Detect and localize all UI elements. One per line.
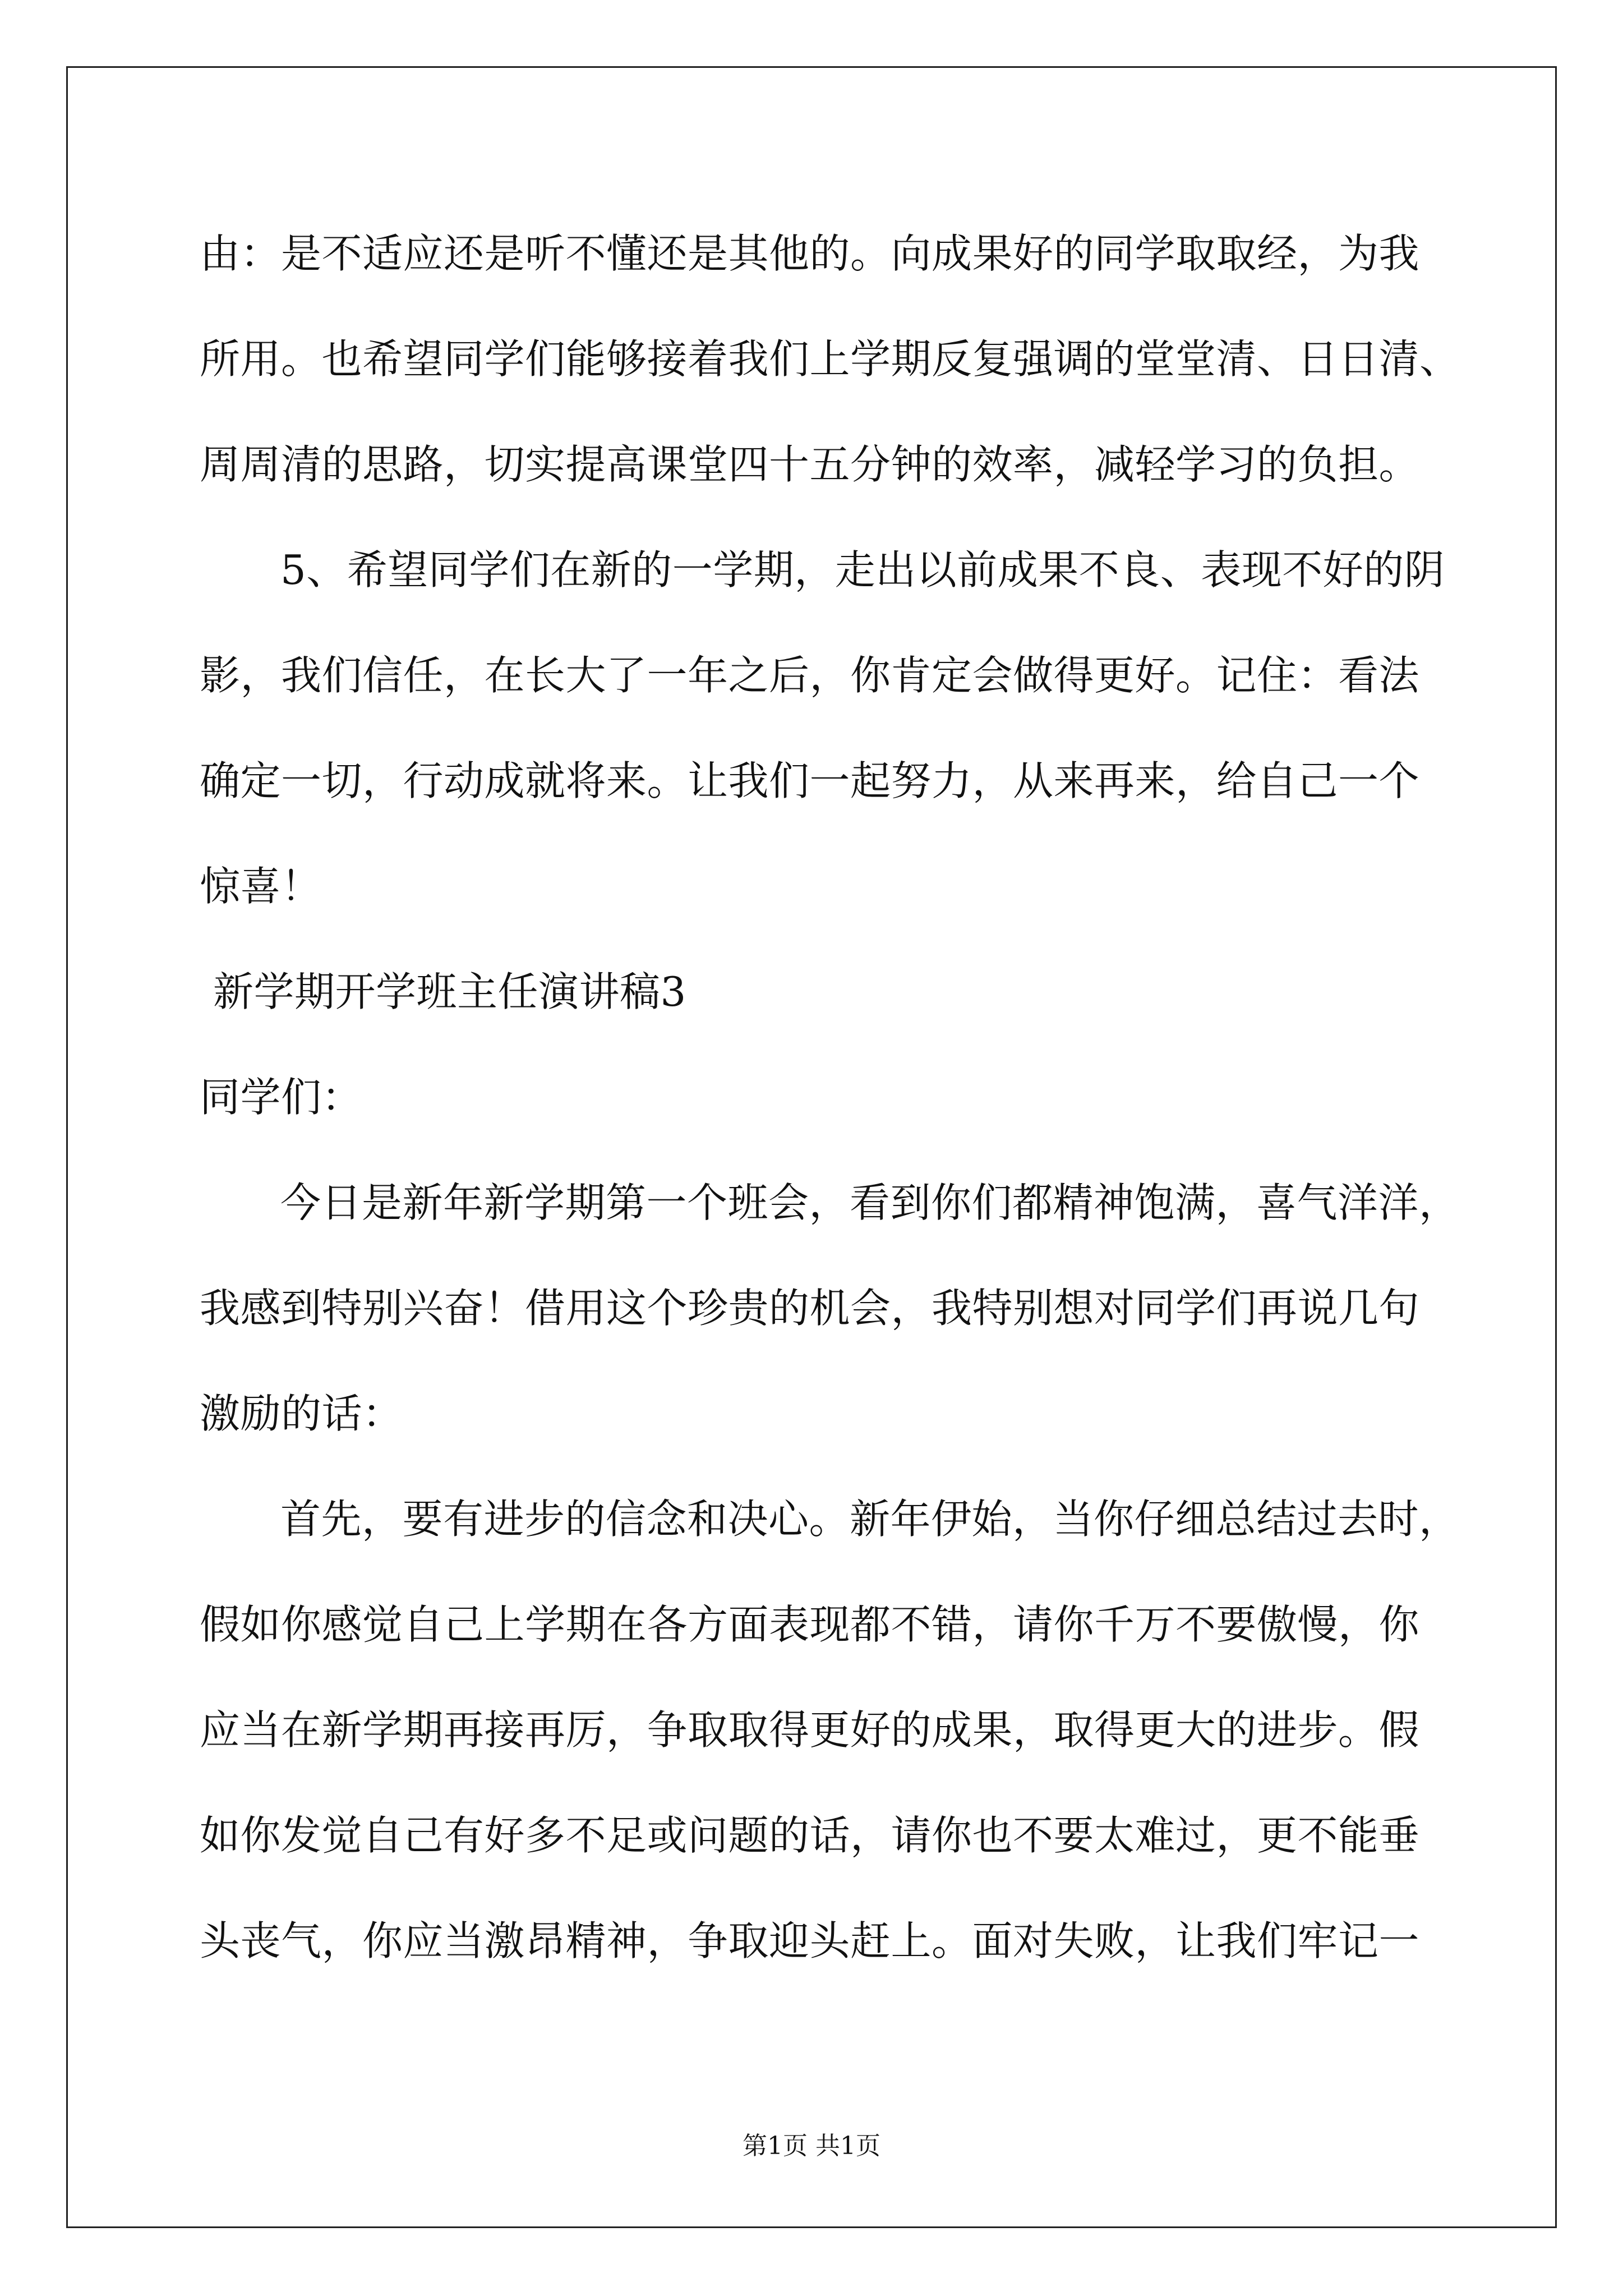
body-line-15: 应当在新学期再接再厉，争取取得更好的成果，取得更大的进步。假 xyxy=(200,1706,1420,1754)
body-line-11: 我感到特别兴奋！借用这个珍贵的机会，我特别想对同学们再说几句 xyxy=(200,1285,1420,1332)
body-line-5: 影，我们信任，在长大了一年之后，你肯定会做得更好。记住：看法 xyxy=(200,652,1420,699)
body-line-2: 所用。也希望同学们能够接着我们上学期反复强调的堂堂清、日日清、 xyxy=(200,335,1460,383)
page-frame xyxy=(66,66,1557,2228)
body-line-14: 假如你感觉自己上学期在各方面表现都不错，请你千万不要傲慢，你 xyxy=(200,1601,1420,1648)
section-heading: 新学期开学班主任演讲稿3 xyxy=(213,968,686,1015)
body-line-17: 头丧气，你应当激昂精神，争取迎头赶上。面对失败，让我们牢记一 xyxy=(200,1917,1420,1964)
salutation: 同学们： xyxy=(200,1074,363,1121)
body-line-13: 首先，要有进步的信念和决心。新年伊始，当你仔细总结过去时， xyxy=(280,1496,1460,1543)
body-line-12: 激励的话： xyxy=(200,1390,403,1437)
body-line-3: 周周清的思路，切实提高课堂四十五分钟的效率，减轻学习的负担。 xyxy=(200,441,1420,488)
body-line-7: 惊喜！ xyxy=(200,863,322,910)
body-line-6: 确定一切，行动成就将来。让我们一起努力，从来再来，给自己一个 xyxy=(200,757,1420,804)
body-line-1: 由：是不适应还是听不懂还是其他的。向成果好的同学取取经，为我 xyxy=(200,230,1420,277)
page-footer: 第1页 共1页 xyxy=(743,2132,880,2160)
body-line-10: 今日是新年新学期第一个班会，看到你们都精神饱满，喜气洋洋， xyxy=(280,1179,1460,1226)
body-line-4: 5、希望同学们在新的一学期，走出以前成果不良、表现不好的阴 xyxy=(280,546,1445,593)
body-line-16: 如你发觉自己有好多不足或问题的话，请你也不要太难过，更不能垂 xyxy=(200,1812,1420,1859)
